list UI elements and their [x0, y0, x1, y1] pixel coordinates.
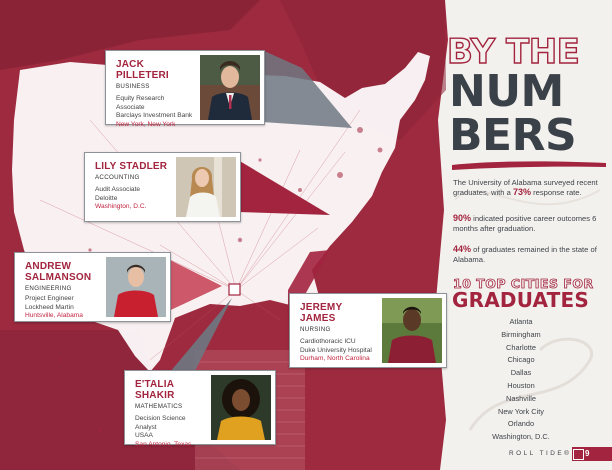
graduate-card-jack: [105, 50, 265, 128]
cities-heading-line1: 10 TOP CITIES FOR: [453, 276, 594, 291]
graduate-major: BUSINESS: [116, 83, 150, 90]
graduate-card-etalia: [124, 370, 276, 448]
graduate-role: Decision Science Analyst: [135, 415, 186, 431]
graduate-major: ACCOUNTING: [95, 174, 140, 181]
city-item: Charlotte: [506, 342, 536, 352]
stat-positive-outcomes: [453, 214, 603, 233]
stat-text: indicated positive career outcomes 6 months after graduation.: [453, 214, 597, 233]
city-item: Houston: [507, 380, 535, 390]
title-line3: BERS: [449, 110, 577, 161]
city-item: Birmingham: [501, 329, 541, 339]
footer-roll-tide: ROLL TIDE®: [509, 450, 572, 457]
graduate-location: Washington, D.C.: [95, 203, 147, 210]
graduate-role: Equity Research Associate: [116, 95, 165, 111]
graduate-location: Durham, North Carolina: [300, 355, 370, 362]
page-number: 9: [585, 449, 590, 458]
graduate-text: [25, 261, 100, 321]
graduate-role: Project Engineer: [25, 295, 74, 302]
graduate-role: Audit Associate: [95, 186, 141, 193]
cities-heading-line2: GRADUATES: [452, 288, 589, 312]
graduate-name: LILY STADLER: [95, 161, 168, 172]
city-item: Atlanta: [509, 317, 533, 326]
city-item: Nashville: [506, 393, 536, 403]
title-line2: NUM: [449, 66, 564, 117]
graduate-employer: USAA: [135, 432, 153, 439]
graduate-major: NURSING: [300, 326, 331, 333]
city-item: Chicago: [507, 355, 535, 365]
graduate-text: [135, 379, 205, 449]
top-cities-list: [471, 316, 571, 444]
graduate-photo: [382, 298, 442, 363]
graduate-employer: Barclays Investment Bank: [116, 112, 193, 119]
stat-survey: [453, 178, 603, 197]
graduate-location: San Antonio, Texas: [135, 440, 192, 448]
graduate-photo: [106, 257, 166, 317]
graduate-employer: Deloitte: [95, 194, 118, 202]
city-item: Dallas: [510, 368, 532, 378]
graduate-employer: Lockheed Martin: [25, 303, 74, 311]
stat-remained-alabama: [453, 245, 603, 264]
ua-logo-icon: [573, 449, 584, 460]
graduate-card-andrew: [14, 252, 171, 322]
graduate-text: [300, 302, 376, 364]
graduate-name-line2: SALMANSON: [25, 272, 92, 283]
graduate-location: Huntsville, Alabama: [25, 312, 83, 319]
graduate-name: JEREMY JAMES: [300, 302, 343, 324]
stat-text: The University of Alabama surveyed recent graduates, with a: [453, 178, 598, 197]
graduate-card-jeremy: [289, 293, 447, 368]
graduate-photo: [211, 375, 271, 440]
graduate-major: ENGINEERING: [25, 285, 72, 292]
stat-text: response rate.: [530, 187, 582, 197]
city-item: New York City: [497, 406, 544, 416]
graduate-photo: [176, 157, 236, 217]
graduate-card-lily: [84, 152, 241, 222]
graduate-employer: Duke University Hospital: [300, 346, 372, 354]
graduate-name: JACK PILLETERI: [116, 59, 169, 81]
stat-value: 73%: [512, 186, 531, 197]
title-line1: BY THE: [447, 32, 580, 72]
stat-text: of graduates remained in the state of Alabama.: [453, 245, 597, 264]
graduate-location: New York, New York: [116, 120, 176, 128]
graduate-major: MATHEMATICS: [135, 403, 183, 410]
graduate-text: [95, 161, 170, 212]
graduate-role: Cardiothoracic ICU: [300, 338, 356, 345]
stat-value: 90%: [453, 213, 472, 223]
graduate-name-line1: ANDREW: [25, 261, 72, 272]
stat-value: 44%: [453, 244, 472, 254]
graduate-text: [116, 59, 194, 129]
graduate-name: E'TALIA SHAKIR: [135, 379, 175, 401]
graduate-photo: [200, 55, 260, 120]
city-item: Orlando: [507, 419, 535, 429]
city-item: Washington, D.C.: [492, 432, 550, 442]
